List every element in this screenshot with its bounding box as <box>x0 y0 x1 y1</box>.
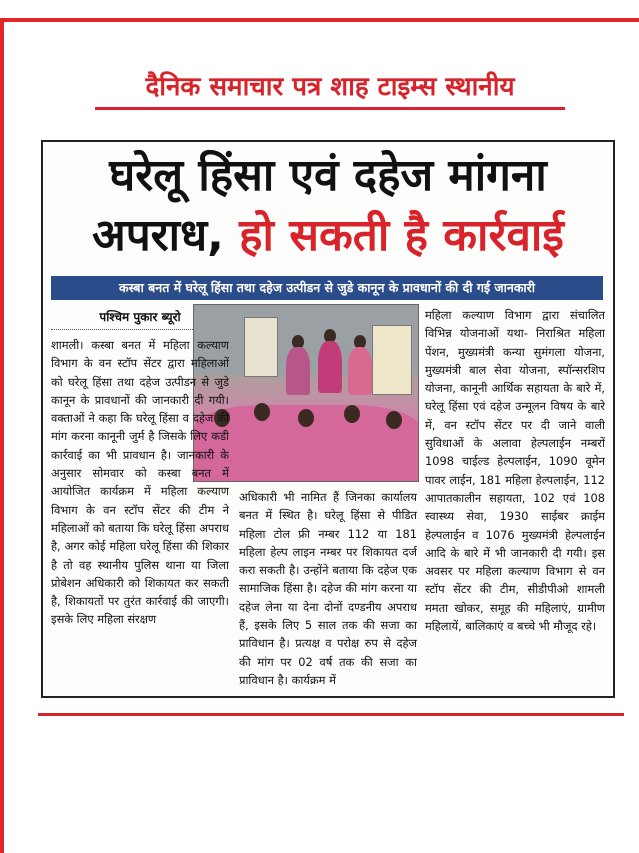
photo-person <box>318 341 342 393</box>
page-heading: दैनिक समाचार पत्र शाह टाइम्स स्थानीय <box>95 70 565 110</box>
headline-line-1: घरेलू हिंसा एवं दहेज मांगना <box>109 150 547 201</box>
page-border-left <box>0 18 4 853</box>
article-column-3: महिला कल्याण विभाग द्वारा संचालित विभिन्न योजनाओं यथा- निराश्रित महिला पेंशन, मुख्यमंत्री कन्या सुमंगला योजना, मुख्यमंत्री बाल सेवा योजना, स्पॉन्सरशिप योजना, कानूनी आर्थिक सहायता के बारे में, घरेलू हिंसा एवं दहेज उन्मूलन विषय के बारे में, वन स्टॉप सेंटर पर दी जाने वाली सुविधाओं के अलावा हेल्पलाईन नम्बरों 1098 चाईल्ड हेल्पलाईन, 1090 वूमेन पावर लाईन, 181 महिला हेल्पलाईन, 112 आपातकालीन सहायता, 102 एवं 108 स्वास्थ्य सेवा, 1930 साईबर क्राईम हेल्पलाईन व 1076 मुख्यमंत्री हेल्पलाईन आदि के बारे में भी जानकारी दी गयी। इस अवसर पर महिला कल्याण विभाग से वन स्टॉप सेंटर की टीम, सीडीपीओ शामली ममता खोकर, समूह की महिलाएं, ग्रामीण महिलायें, बालिकाएं व बच्चे भी मौजूद रहे। <box>425 308 605 634</box>
byline: पश्चिम पुकार ब्यूरो <box>51 306 229 330</box>
photo-person <box>386 411 402 429</box>
newspaper-clipping <box>41 140 615 698</box>
photo-person <box>298 409 314 427</box>
article-column-1: शामली। कस्बा बनत में महिला कल्याण विभाग के वन स्टॉप सेंटर द्वारा महिलाओं को घरेलू हिंसा तथा दहेज उत्पीडन से जुडे कानून के प्रावधानों की जानकारी दी गयी। वक्ताओं ने कहा कि घरेलू हिंसा व दहेज की मांग करना कानूनी जुर्म है जिसके लिए कडी कार्रवाई का भी प्रावधान है। जानकारी के अनुसार सोमवार को कस्बा बनत में आयोजित कार्यक्रम में महिला कल्याण विभाग के वन स्टॉप सेंटर की टीम ने महिलाओं को बताया कि घरेलू हिंसा अपराध है, अगर कोई महिला घरेलू हिंसा की शिकार है तो वह स्थानीय पुलिस थाना या जिला प्रोबेशन अधिकारी को शिकायत कर सकती है, शिकायतों पर तुरंत कार्रवाई की जाएगी। इसके लिए महिला संरक्षण <box>51 338 229 627</box>
photo-person <box>254 403 270 421</box>
bottom-rule <box>38 713 624 716</box>
photo-person <box>344 405 360 423</box>
headline-red-part: हो सकती है कार्रवाई <box>223 210 564 261</box>
photo-person <box>348 347 372 395</box>
photo-banner-left <box>244 317 278 377</box>
article-column-2: अधिकारी भी नामित हैं जिनका कार्यालय बनत में स्थित है। घरेलू हिंसा से पीडित महिला टोल फ्री नम्बर 112 या 181 महिला हेल्प लाइन नम्बर पर शिकायत दर्ज करा सकती है। उन्होंने बताया कि दहेज एक सामाजिक हिंसा है। दहेज की मांग करना या दहेज लेना या देना दोनों दण्डनीय अपराध हैं, इसके लिए 5 साल तक की सजा का प्राविधान है। प्रत्यक्ष व परोक्ष रुप से दहेज की मांग पर 02 वर्ष तक की सजा का प्राविधान है। कार्यक्रम में <box>239 490 417 687</box>
headline-black-part: अपराध, <box>92 210 224 261</box>
headline-line-2 <box>43 206 613 266</box>
subheadline-bar: कस्बा बनत में घरेलू हिंसा तथा दहेज उत्पीडन से जुडे कानून के प्रावधानों की दी गई जानकारी <box>51 276 603 300</box>
photo-person <box>286 347 310 395</box>
page-border-top <box>0 18 639 22</box>
photo-banner-right <box>372 325 412 395</box>
